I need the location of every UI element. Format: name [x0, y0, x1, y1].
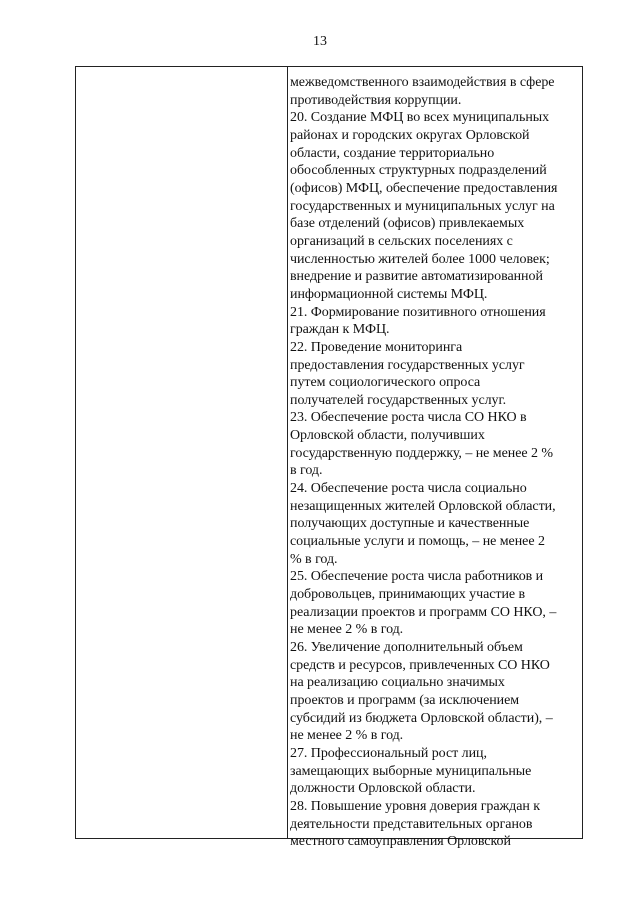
text-line: 28. Повышение уровня доверия граждан к	[290, 798, 541, 814]
text-line: замещающих выборные муниципальные	[290, 763, 532, 779]
page-number: 13	[313, 34, 327, 49]
text-line: местного самоуправления Орловской	[290, 834, 511, 850]
text-line: обособленных структурных подразделений	[290, 163, 547, 179]
text-line: добровольцев, принимающих участие в	[290, 587, 526, 603]
text-line: субсидий из бюджета Орловской области), –	[290, 710, 553, 726]
text-line: предоставления государственных услуг	[290, 357, 525, 373]
text-line: получающих доступные и качественные	[290, 516, 530, 532]
text-line: на реализацию социально значимых	[290, 675, 505, 691]
text-line: реализации проектов и программ СО НКО, –	[290, 604, 557, 620]
text-line: информационной системы МФЦ.	[290, 286, 488, 302]
text-line: 20. Создание МФЦ во всех муниципальных	[290, 110, 550, 126]
right-table-cell	[290, 74, 584, 850]
text-line: деятельности представительных органов	[290, 816, 533, 832]
column-divider	[287, 67, 288, 838]
text-line: базе отделений (офисов) привлекаемых	[290, 216, 525, 232]
text-line: % в год.	[290, 551, 338, 567]
text-line: государственных и муниципальных услуг на	[290, 198, 555, 214]
text-line: 23. Обеспечение роста числа СО НКО в	[290, 410, 527, 426]
text-line: не менее 2 % в год.	[290, 622, 404, 638]
document-table	[75, 66, 583, 850]
text-line: должности Орловской области.	[290, 781, 476, 797]
text-line: 26. Увеличение дополнительный объем	[290, 640, 523, 655]
text-line: граждан к МФЦ.	[290, 322, 390, 338]
text-line: незащищенных жителей Орловской области,	[290, 498, 556, 514]
text-line: организаций в сельских поселениях с	[290, 233, 513, 249]
text-line: численностью жителей более 1000 человек;	[290, 251, 550, 267]
text-line: проектов и программ (за исключением	[290, 692, 520, 708]
text-line: 25. Обеспечение роста числа работников и	[290, 569, 544, 585]
text-line: Орловской области, получивших	[290, 428, 485, 444]
text-line: 21. Формирование позитивного отношения	[290, 304, 546, 320]
text-line: средств и ресурсов, привлеченных СО НКО	[290, 657, 550, 673]
text-line: получателей государственных услуг.	[290, 392, 507, 408]
text-line: межведомственного взаимодействия в сфере	[290, 75, 555, 90]
left-table-cell	[76, 67, 287, 838]
text-line: (офисов) МФЦ, обеспечение предоставления	[290, 180, 558, 196]
text-line: путем социологического опроса	[290, 375, 481, 391]
text-line: не менее 2 % в год.	[290, 728, 404, 744]
text-line: районах и городских округах Орловской	[290, 127, 530, 143]
text-line: области, создание территориально	[290, 145, 495, 161]
text-line: противодействия коррупции.	[290, 92, 462, 108]
text-line: внедрение и развитие автоматизированной	[290, 269, 543, 285]
text-line: социальные услуги и помощь, – не менее 2	[290, 534, 545, 550]
text-line: 22. Проведение мониторинга	[290, 339, 463, 355]
text-line: государственную поддержку, – не менее 2 %	[290, 445, 553, 461]
text-line: 24. Обеспечение роста числа социально	[290, 481, 527, 497]
text-line: 27. Профессиональный рост лиц,	[290, 745, 487, 761]
text-line: в год.	[290, 463, 323, 479]
